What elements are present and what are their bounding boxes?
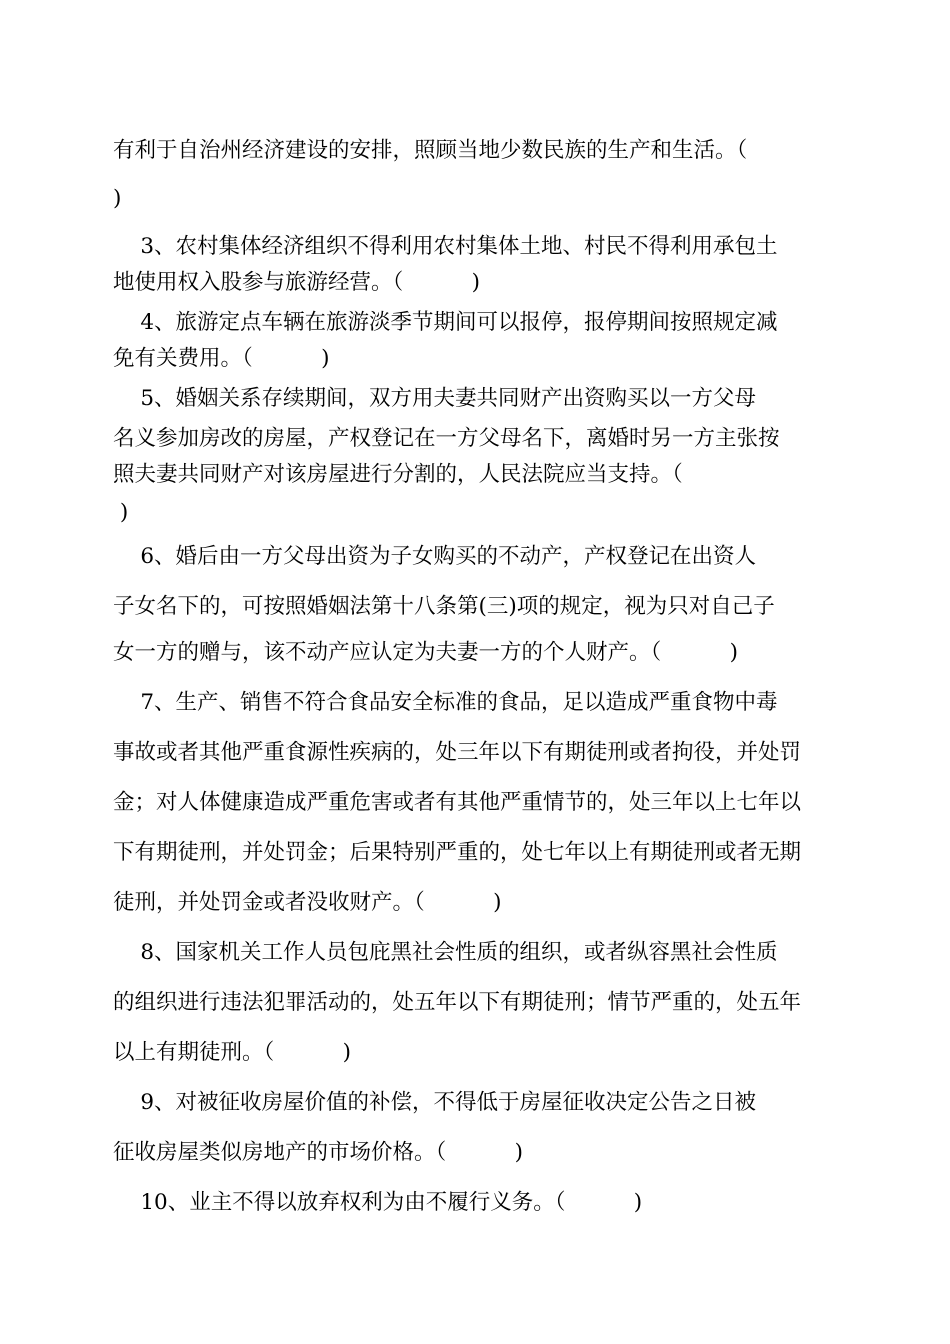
- text-line: 下有期徒刑，并处罚金；后果特别严重的，处七年以上有期徒刑或者无期: [113, 840, 802, 865]
- text-line: 5、婚姻关系存续期间，双方用夫妻共同财产出资购买以一方父母: [113, 386, 757, 411]
- text-line: 征收房屋类似房地产的市场价格。（ ): [113, 1140, 523, 1165]
- text-line: 有利于自治州经济建设的安排，照顾当地少数民族的生产和生活。（: [113, 138, 748, 163]
- text-line: 照夫妻共同财产对该房屋进行分割的，人民法院应当支持。（: [113, 462, 683, 487]
- text-line: ): [113, 500, 129, 525]
- text-line: 免有关费用。（ ): [113, 346, 330, 371]
- text-line: 徒刑，并处罚金或者没收财产。（ ): [113, 890, 502, 915]
- text-line: ): [113, 186, 122, 211]
- text-line: 4、旅游定点车辆在旅游淡季节期间可以报停，报停期间按照规定减: [113, 310, 778, 335]
- text-line: 名义参加房改的房屋，产权登记在一方父母名下，离婚时另一方主张按: [113, 426, 780, 451]
- text-line: 7、生产、销售不符合食品安全标准的食品，足以造成严重食物中毒: [113, 690, 778, 715]
- text-line: 10、业主不得以放弃权利为由不履行义务。（ ): [113, 1190, 643, 1215]
- text-line: 子女名下的，可按照婚姻法第十八条第(三)项的规定，视为只对自己子: [113, 594, 775, 619]
- text-line: 以上有期徒刑。（ ): [113, 1040, 351, 1065]
- text-line: 6、婚后由一方父母出资为子女购买的不动产，产权登记在出资人: [113, 544, 757, 569]
- text-line: 金；对人体健康造成严重危害或者有其他严重情节的，处三年以上七年以: [113, 790, 802, 815]
- text-line: 8、国家机关工作人员包庇黑社会性质的组织，或者纵容黑社会性质: [113, 940, 778, 965]
- text-line: 9、对被征收房屋价值的补偿，不得低于房屋征收决定公告之日被: [113, 1090, 757, 1115]
- text-line: 女一方的赠与，该不动产应认定为夫妻一方的个人财产。（ ): [113, 640, 738, 665]
- text-line: 3、农村集体经济组织不得利用农村集体土地、村民不得利用承包土: [113, 234, 778, 259]
- text-line: 的组织进行违法犯罪活动的，处五年以下有期徒刑；情节严重的，处五年: [113, 990, 802, 1015]
- text-line: 地使用权入股参与旅游经营。（ ): [113, 270, 480, 295]
- text-line: 事故或者其他严重食源性疾病的，处三年以下有期徒刑或者拘役，并处罚: [113, 740, 802, 765]
